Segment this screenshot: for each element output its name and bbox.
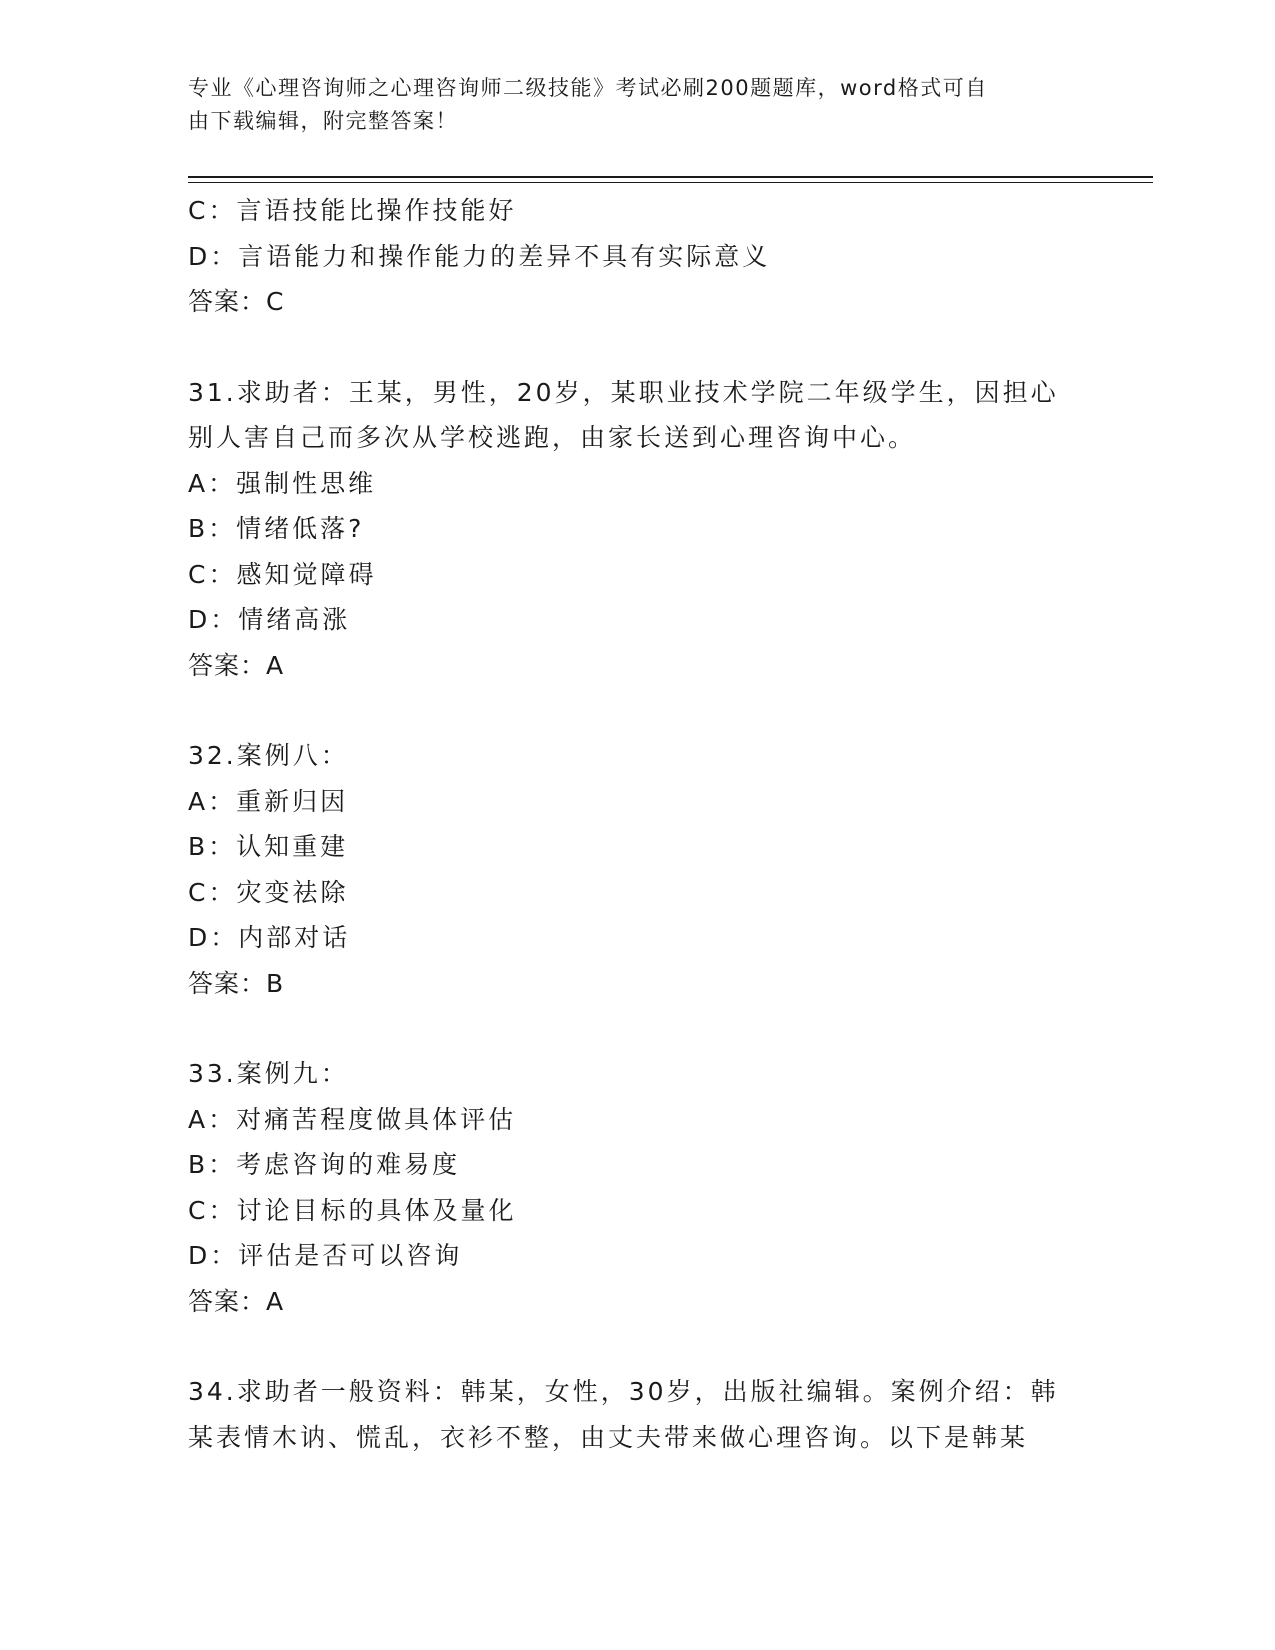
question-30-continuation xyxy=(188,188,1088,325)
answer: 答案：A xyxy=(188,650,285,680)
spacer xyxy=(188,1324,1088,1369)
spacer xyxy=(188,325,1088,370)
header-line-2: 由下载编辑，附完整答案！ xyxy=(188,109,458,133)
option-a: A：重新归因 xyxy=(188,786,349,816)
answer: 答案：A xyxy=(188,1286,285,1316)
question-33 xyxy=(188,1051,1088,1324)
option-b: B：认知重建 xyxy=(188,832,349,861)
answer: 答案：B xyxy=(188,968,285,998)
question-31 xyxy=(188,370,1088,689)
option-c: C：讨论目标的具体及量化 xyxy=(188,1195,517,1225)
option-d: D：言语能力和操作能力的差异不具有实际意义 xyxy=(188,241,771,271)
question-32 xyxy=(188,733,1088,1006)
question-list xyxy=(188,188,1088,1460)
answer: 答案：C xyxy=(188,287,285,316)
header-line-1: 专业《心理咨询师之心理咨询师二级技能》考试必刷200题题库，word格式可自 xyxy=(188,76,988,100)
option-c: C：感知觉障碍 xyxy=(188,559,377,589)
option-b: B：考虑咨询的难易度 xyxy=(188,1150,461,1179)
spacer xyxy=(188,1006,1088,1051)
question-34 xyxy=(188,1369,1088,1460)
question-stem xyxy=(188,1369,1088,1460)
question-stem-line: 33.案例九： xyxy=(188,1059,349,1088)
question-stem xyxy=(188,1051,1088,1097)
option-c: C：灾变祛除 xyxy=(188,877,349,907)
question-stem-line: 某表情木讷、慌乱，衣衫不整，由丈夫带来做心理咨询。以下是韩某 xyxy=(188,1422,1029,1452)
question-stem xyxy=(188,370,1088,461)
option-d: D：情绪高涨 xyxy=(188,605,351,634)
option-d: D：内部对话 xyxy=(188,923,351,952)
header-divider-thin xyxy=(188,182,1153,183)
question-stem-line: 32.案例八： xyxy=(188,741,349,770)
spacer xyxy=(188,688,1088,733)
option-d: D：评估是否可以咨询 xyxy=(188,1241,463,1270)
option-b: B：情绪低落? xyxy=(188,514,365,543)
question-stem-line: 别人害自己而多次从学校逃跑，由家长送到心理咨询中心。 xyxy=(188,423,917,452)
question-stem xyxy=(188,733,1088,779)
page-header xyxy=(188,72,1088,138)
option-a: A：强制性思维 xyxy=(188,468,377,498)
header-divider-thick xyxy=(188,176,1153,178)
question-stem-line: 34.求助者一般资料：韩某，女性，30岁，出版社编辑。案例介绍：韩 xyxy=(188,1377,1059,1406)
option-a: A：对痛苦程度做具体评估 xyxy=(188,1104,517,1134)
option-c: C：言语技能比操作技能好 xyxy=(188,196,517,225)
question-stem-line: 31.求助者：王某，男性，20岁，某职业技术学院二年级学生，因担心 xyxy=(188,377,1059,407)
